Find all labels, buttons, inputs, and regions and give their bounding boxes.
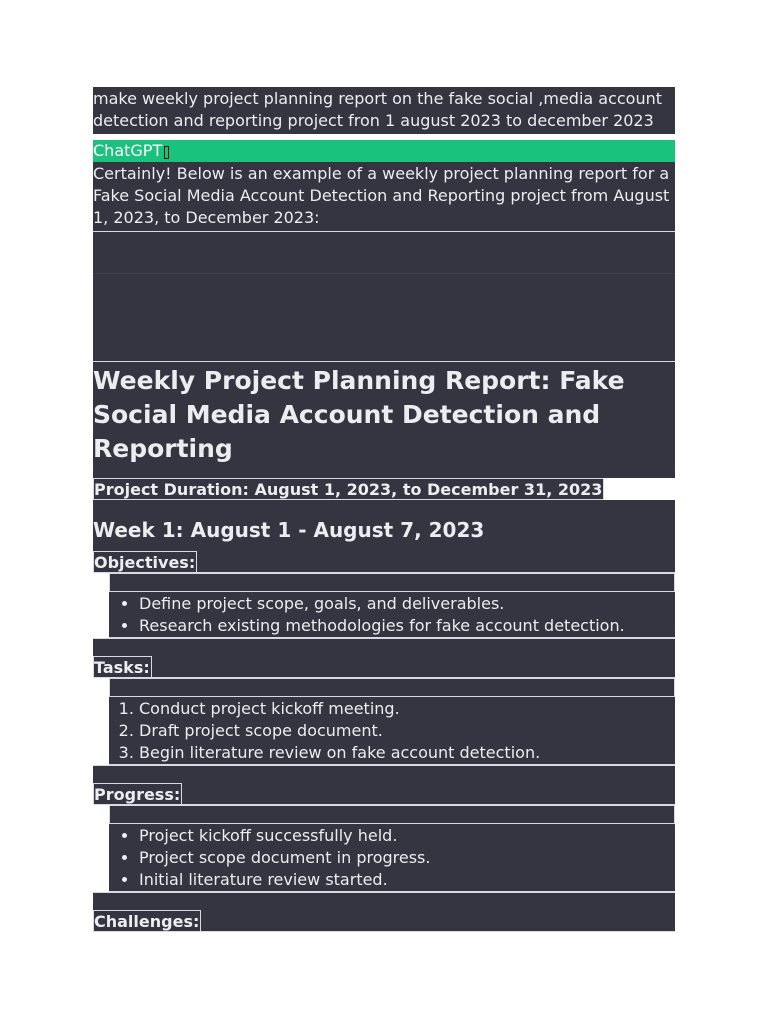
list-item: • Project kickoff successfully held. xyxy=(139,825,675,847)
blank-spacer xyxy=(93,232,675,274)
duration-row xyxy=(93,478,675,500)
list-item: 2. Draft project scope document. xyxy=(139,720,675,742)
assistant-name-bar xyxy=(93,140,675,162)
row-fill xyxy=(182,783,675,805)
user-prompt: make weekly project planning report on the fake social ,media account detection and reporting project fron 1 august 2023 to december 2023 xyxy=(93,87,675,134)
progress-label: Progress: xyxy=(94,785,181,804)
week-heading: Week 1: August 1 - August 7, 2023 xyxy=(93,500,675,551)
blank-spacer xyxy=(93,765,675,783)
list-item: • Initial literature review started. xyxy=(139,869,675,891)
blank-spacer xyxy=(93,638,675,656)
blank-spacer xyxy=(93,274,675,362)
objectives-row xyxy=(93,551,675,573)
row-fill xyxy=(197,551,675,573)
challenges-row xyxy=(93,910,675,932)
challenges-label: Challenges: xyxy=(94,912,200,931)
tasks-list xyxy=(109,696,675,765)
assistant-intro: Certainly! Below is an example of a weekly project planning report for a Fake Social Media Account Detection and Reporting project from August 1, 2023, to December 2023: xyxy=(93,162,675,232)
blank-spacer xyxy=(109,573,675,591)
row-fill xyxy=(152,656,675,678)
blank-spacer xyxy=(109,805,675,823)
objectives-list xyxy=(109,591,675,638)
list-item: 1. Conduct project kickoff meeting. xyxy=(139,698,675,720)
list-item: • Research existing methodologies for fake account detection. xyxy=(139,615,675,637)
list-item: • Define project scope, goals, and deliverables. xyxy=(139,593,675,615)
conversation-page xyxy=(93,87,675,932)
list-item: 3. Begin literature review on fake account detection. xyxy=(139,742,675,764)
project-duration: Project Duration: August 1, 2023, to December 31, 2023 xyxy=(94,480,603,499)
list-item: • Project scope document in progress. xyxy=(139,847,675,869)
progress-row xyxy=(93,783,675,805)
blank-spacer xyxy=(109,678,675,696)
row-fill xyxy=(201,910,675,932)
tasks-label: Tasks: xyxy=(94,658,150,677)
cursor-icon xyxy=(164,146,169,159)
report-title: Weekly Project Planning Report: Fake Social Media Account Detection and Reporting xyxy=(93,362,675,478)
objectives-label: Objectives: xyxy=(94,553,196,572)
assistant-name: ChatGPT xyxy=(93,141,163,160)
progress-list xyxy=(109,823,675,892)
tasks-row xyxy=(93,656,675,678)
blank-spacer xyxy=(93,892,675,910)
